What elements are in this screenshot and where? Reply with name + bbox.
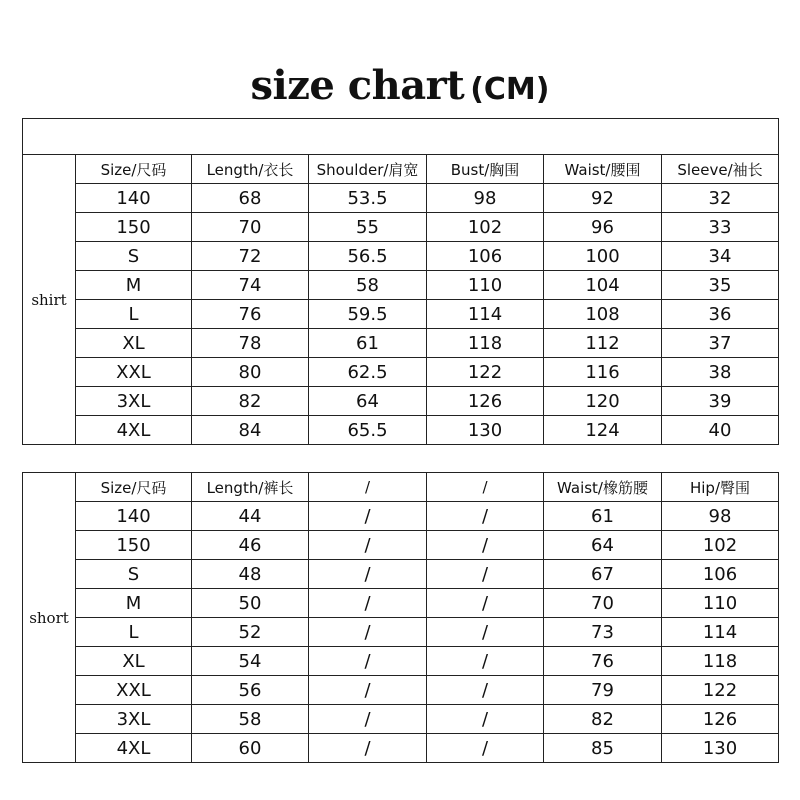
table-cell: M bbox=[76, 589, 192, 618]
table-cell: 37 bbox=[662, 329, 779, 358]
table-spacer-row bbox=[23, 119, 779, 155]
table-cell: 84 bbox=[192, 416, 309, 445]
table-row bbox=[23, 502, 779, 531]
table-cell: 92 bbox=[544, 184, 662, 213]
table-header-row bbox=[23, 473, 779, 502]
table-row bbox=[23, 387, 779, 416]
column-header: Shoulder/肩宽 bbox=[309, 155, 427, 184]
table-cell: 59.5 bbox=[309, 300, 427, 329]
table-cell: 112 bbox=[544, 329, 662, 358]
shirt-section-label: shirt bbox=[23, 155, 76, 445]
table-cell: XL bbox=[76, 647, 192, 676]
table-cell: XL bbox=[76, 329, 192, 358]
table-cell: 140 bbox=[76, 502, 192, 531]
column-header: Length/衣长 bbox=[192, 155, 309, 184]
table-cell: 106 bbox=[427, 242, 544, 271]
column-header: Waist/橡筋腰 bbox=[544, 473, 662, 502]
table-cell: 67 bbox=[544, 560, 662, 589]
table-cell: 98 bbox=[662, 502, 779, 531]
table-cell: 76 bbox=[192, 300, 309, 329]
table-cell: 64 bbox=[544, 531, 662, 560]
table-cell: XXL bbox=[76, 358, 192, 387]
table-row bbox=[23, 300, 779, 329]
table-cell: / bbox=[427, 647, 544, 676]
table-cell: / bbox=[427, 618, 544, 647]
table-cell: 73 bbox=[544, 618, 662, 647]
column-header: Hip/臀围 bbox=[662, 473, 779, 502]
table-cell: 60 bbox=[192, 734, 309, 763]
table-cell: / bbox=[309, 734, 427, 763]
table-cell: 118 bbox=[662, 647, 779, 676]
table-cell: 82 bbox=[192, 387, 309, 416]
table-cell: 3XL bbox=[76, 705, 192, 734]
table-cell: 3XL bbox=[76, 387, 192, 416]
column-header: Sleeve/袖长 bbox=[662, 155, 779, 184]
table-cell: / bbox=[309, 560, 427, 589]
table-cell: 56.5 bbox=[309, 242, 427, 271]
table-cell: / bbox=[309, 589, 427, 618]
table-cell: 65.5 bbox=[309, 416, 427, 445]
column-header: Size/尺码 bbox=[76, 155, 192, 184]
table-cell: / bbox=[309, 618, 427, 647]
table-cell: 118 bbox=[427, 329, 544, 358]
short-section-label: short bbox=[23, 473, 76, 763]
column-header: Size/尺码 bbox=[76, 473, 192, 502]
table-cell: 72 bbox=[192, 242, 309, 271]
column-header: Waist/腰围 bbox=[544, 155, 662, 184]
table-cell: 52 bbox=[192, 618, 309, 647]
page-title bbox=[0, 62, 800, 109]
table-row bbox=[23, 531, 779, 560]
table-cell: 110 bbox=[662, 589, 779, 618]
table-row bbox=[23, 271, 779, 300]
table-cell: 33 bbox=[662, 213, 779, 242]
table-cell: 54 bbox=[192, 647, 309, 676]
table-header-row bbox=[23, 155, 779, 184]
table-cell: 80 bbox=[192, 358, 309, 387]
table-cell: / bbox=[309, 705, 427, 734]
table-cell: M bbox=[76, 271, 192, 300]
table-cell: / bbox=[427, 676, 544, 705]
table-row bbox=[23, 416, 779, 445]
table-cell: 124 bbox=[544, 416, 662, 445]
table-cell: L bbox=[76, 300, 192, 329]
table-cell: / bbox=[309, 647, 427, 676]
table-cell: 35 bbox=[662, 271, 779, 300]
table-cell: 102 bbox=[427, 213, 544, 242]
table-cell: L bbox=[76, 618, 192, 647]
table-cell: 108 bbox=[544, 300, 662, 329]
table-cell: 62.5 bbox=[309, 358, 427, 387]
table-cell: / bbox=[427, 531, 544, 560]
table-cell: 79 bbox=[544, 676, 662, 705]
table-cell: 40 bbox=[662, 416, 779, 445]
table-cell: 58 bbox=[192, 705, 309, 734]
table-cell: 106 bbox=[662, 560, 779, 589]
table-row bbox=[23, 213, 779, 242]
table-cell: 4XL bbox=[76, 734, 192, 763]
table-cell: / bbox=[427, 734, 544, 763]
table-cell: 78 bbox=[192, 329, 309, 358]
table-row bbox=[23, 647, 779, 676]
table-row bbox=[23, 676, 779, 705]
table-cell: 61 bbox=[544, 502, 662, 531]
table-cell: 96 bbox=[544, 213, 662, 242]
table-cell: 70 bbox=[192, 213, 309, 242]
table-cell: / bbox=[309, 531, 427, 560]
table-cell: 82 bbox=[544, 705, 662, 734]
table-cell: 85 bbox=[544, 734, 662, 763]
table-cell: 55 bbox=[309, 213, 427, 242]
table-cell: / bbox=[309, 502, 427, 531]
shirt-size-table bbox=[22, 118, 779, 445]
table-cell: 126 bbox=[427, 387, 544, 416]
table-cell: 130 bbox=[427, 416, 544, 445]
table-cell: 36 bbox=[662, 300, 779, 329]
table-cell: 53.5 bbox=[309, 184, 427, 213]
table-cell: 122 bbox=[662, 676, 779, 705]
column-header: / bbox=[309, 473, 427, 502]
column-header: / bbox=[427, 473, 544, 502]
table-cell: 4XL bbox=[76, 416, 192, 445]
table-row bbox=[23, 705, 779, 734]
table-cell: 58 bbox=[309, 271, 427, 300]
table-cell: S bbox=[76, 242, 192, 271]
table-cell: 100 bbox=[544, 242, 662, 271]
table-cell: 64 bbox=[309, 387, 427, 416]
table-cell: 104 bbox=[544, 271, 662, 300]
table-row bbox=[23, 184, 779, 213]
table-cell: 126 bbox=[662, 705, 779, 734]
table-cell: 56 bbox=[192, 676, 309, 705]
table-row bbox=[23, 358, 779, 387]
table-cell: 48 bbox=[192, 560, 309, 589]
table-cell: 46 bbox=[192, 531, 309, 560]
table-cell: / bbox=[427, 705, 544, 734]
table-cell: 44 bbox=[192, 502, 309, 531]
table-row bbox=[23, 242, 779, 271]
table-cell: 140 bbox=[76, 184, 192, 213]
table-cell: XXL bbox=[76, 676, 192, 705]
table-cell: 32 bbox=[662, 184, 779, 213]
table-cell: 102 bbox=[662, 531, 779, 560]
table-cell: / bbox=[427, 502, 544, 531]
table-cell: 70 bbox=[544, 589, 662, 618]
spacer-cell bbox=[23, 119, 779, 155]
column-header: Length/裤长 bbox=[192, 473, 309, 502]
column-header: Bust/胸围 bbox=[427, 155, 544, 184]
table-cell: 76 bbox=[544, 647, 662, 676]
table-row bbox=[23, 618, 779, 647]
table-cell: 39 bbox=[662, 387, 779, 416]
short-size-table bbox=[22, 472, 779, 763]
table-row bbox=[23, 734, 779, 763]
table-cell: 34 bbox=[662, 242, 779, 271]
table-cell: 74 bbox=[192, 271, 309, 300]
table-cell: 38 bbox=[662, 358, 779, 387]
table-cell: / bbox=[427, 589, 544, 618]
table-row bbox=[23, 589, 779, 618]
title-unit: (CM) bbox=[470, 72, 550, 107]
table-cell: 122 bbox=[427, 358, 544, 387]
table-cell: 68 bbox=[192, 184, 309, 213]
table-cell: / bbox=[309, 676, 427, 705]
table-cell: 114 bbox=[427, 300, 544, 329]
table-row bbox=[23, 560, 779, 589]
table-cell: / bbox=[427, 560, 544, 589]
table-cell: 116 bbox=[544, 358, 662, 387]
table-row bbox=[23, 329, 779, 358]
table-cell: 110 bbox=[427, 271, 544, 300]
table-cell: 150 bbox=[76, 213, 192, 242]
table-cell: 114 bbox=[662, 618, 779, 647]
table-cell: 150 bbox=[76, 531, 192, 560]
table-cell: S bbox=[76, 560, 192, 589]
title-text: size chart bbox=[250, 62, 465, 109]
table-cell: 120 bbox=[544, 387, 662, 416]
table-cell: 98 bbox=[427, 184, 544, 213]
table-cell: 130 bbox=[662, 734, 779, 763]
table-cell: 61 bbox=[309, 329, 427, 358]
table-cell: 50 bbox=[192, 589, 309, 618]
